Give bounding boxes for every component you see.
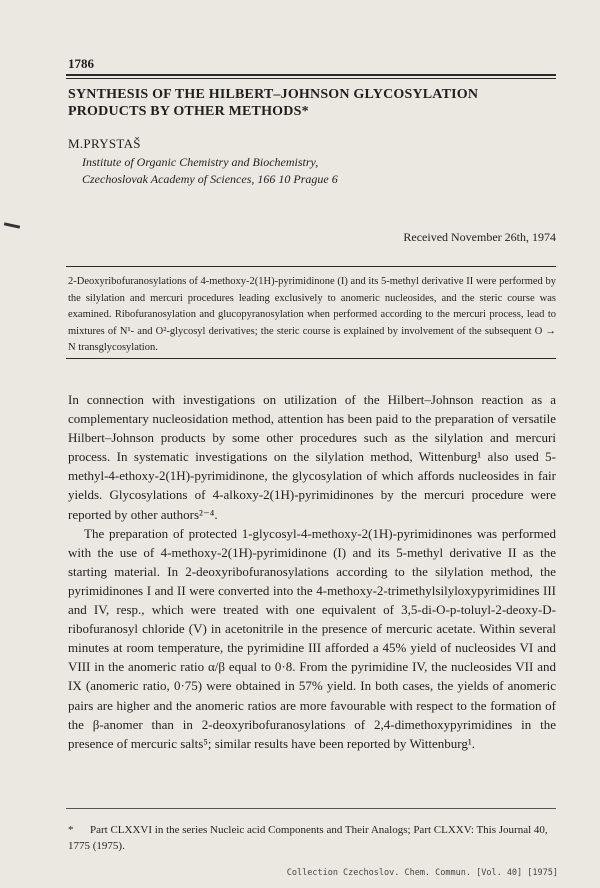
body-paragraph: The preparation of protected 1-glycosyl-4-methoxy-2(1H)-pyrimidinones was performed with the use of 4-methoxy-2(1H)-pyrimidinone (I) and its 5-methyl derivative II as the starting material. In 2-deoxyribofuranosylations according to the silylation method, the pyrimidinones I and II were converted into the 4-methoxy-2-trimethylsilyloxypyrimidines III and IV, resp., which were treated with one equivalent of 3,5-di-O-p-toluyl-2-deoxy-D-ribofuranosyl chloride (V) in acetonitrile in the presence of mercuric acetate. Within several minutes at room temperature, the pyrimidine III afforded a 45% yield of nucleosides VI and VIII in the anomeric ratio α/β equal to 0·8. From the pyrimidine IV, the nucleosides VII and IX (anomeric ratio, 0·75) were obtained in 57% yield. In both cases, the yields of anomeric pairs are higher and the anomeric ratios are more favourable with respect to the formation of the β-anomer than in 2-deoxyribofuranosylations of 2,4-dimethoxypyrimidines in the presence of mercuric salts⁵; similar results have been reported by Wittenburg¹. — [68, 525, 556, 751]
footnote-mark: * — [68, 824, 74, 836]
abstract-bottom-rule — [66, 358, 556, 359]
article-title: SYNTHESIS OF THE HILBERT–JOHNSON GLYCOSYLATION PRODUCTS BY OTHER METHODS* — [68, 87, 479, 119]
author-affiliation — [82, 154, 542, 188]
footnote — [68, 822, 556, 854]
footnote-text: Part CLXXVI in the series Nucleic acid Components and Their Analogs; Part CLXXV: This Journal 40, 1775 (1975). — [68, 824, 548, 852]
header-rule — [66, 74, 556, 76]
footnote-rule — [66, 808, 556, 809]
abstract: 2-Deoxyribofuranosylations of 4-methoxy-2(1H)-pyrimidinone (I) and its 5-methyl derivative II were performed by the silylation and mercuri procedures leading exclusively to anomeric nucleosides, and the steric course was examined. Ribofuranosylation and glucopyranosylation when performed according to the mercuri process, lead to mixtures of N¹- and O²-glycosyl derivatives; the steric course is explained by involvement of the subsequent O → N transglycosylation. — [68, 276, 556, 354]
margin-mark — [4, 222, 20, 228]
page-number: 1786 — [68, 56, 94, 71]
affiliation-line: Czechoslovak Academy of Sciences, 166 10 Prague 6 — [82, 172, 338, 186]
body-text — [68, 390, 556, 753]
affiliation-line: Institute of Organic Chemistry and Biochemistry, — [82, 155, 319, 169]
abstract-top-rule — [66, 266, 556, 267]
received-date: Received November 26th, 1974 — [403, 230, 556, 244]
body-paragraph: In connection with investigations on utilization of the Hilbert–Johnson reaction as a complementary nucleosidation method, attention has been paid to the preparation of versatile Hilbert–Johnson products by some other procedures such as the silylation and mercuri process. In systematic investigations on the silylation method, Wittenburg¹ also used 5-methyl-4-ethoxy-2(1H)-pyrimidinone, the glycosylation of which affords nucleosides in fair yields. Glycosylations of 4-alkoxy-2(1H)-pyrimidinones by the mercuri procedure were reported by other authors²⁻⁴. — [68, 392, 556, 522]
journal-footer: Collection Czechoslov. Chem. Commun. [Vol. 40] [1975] — [286, 868, 558, 878]
author-name: M.PRYSTAŠ — [68, 136, 141, 151]
header-rule-thin — [66, 78, 556, 79]
